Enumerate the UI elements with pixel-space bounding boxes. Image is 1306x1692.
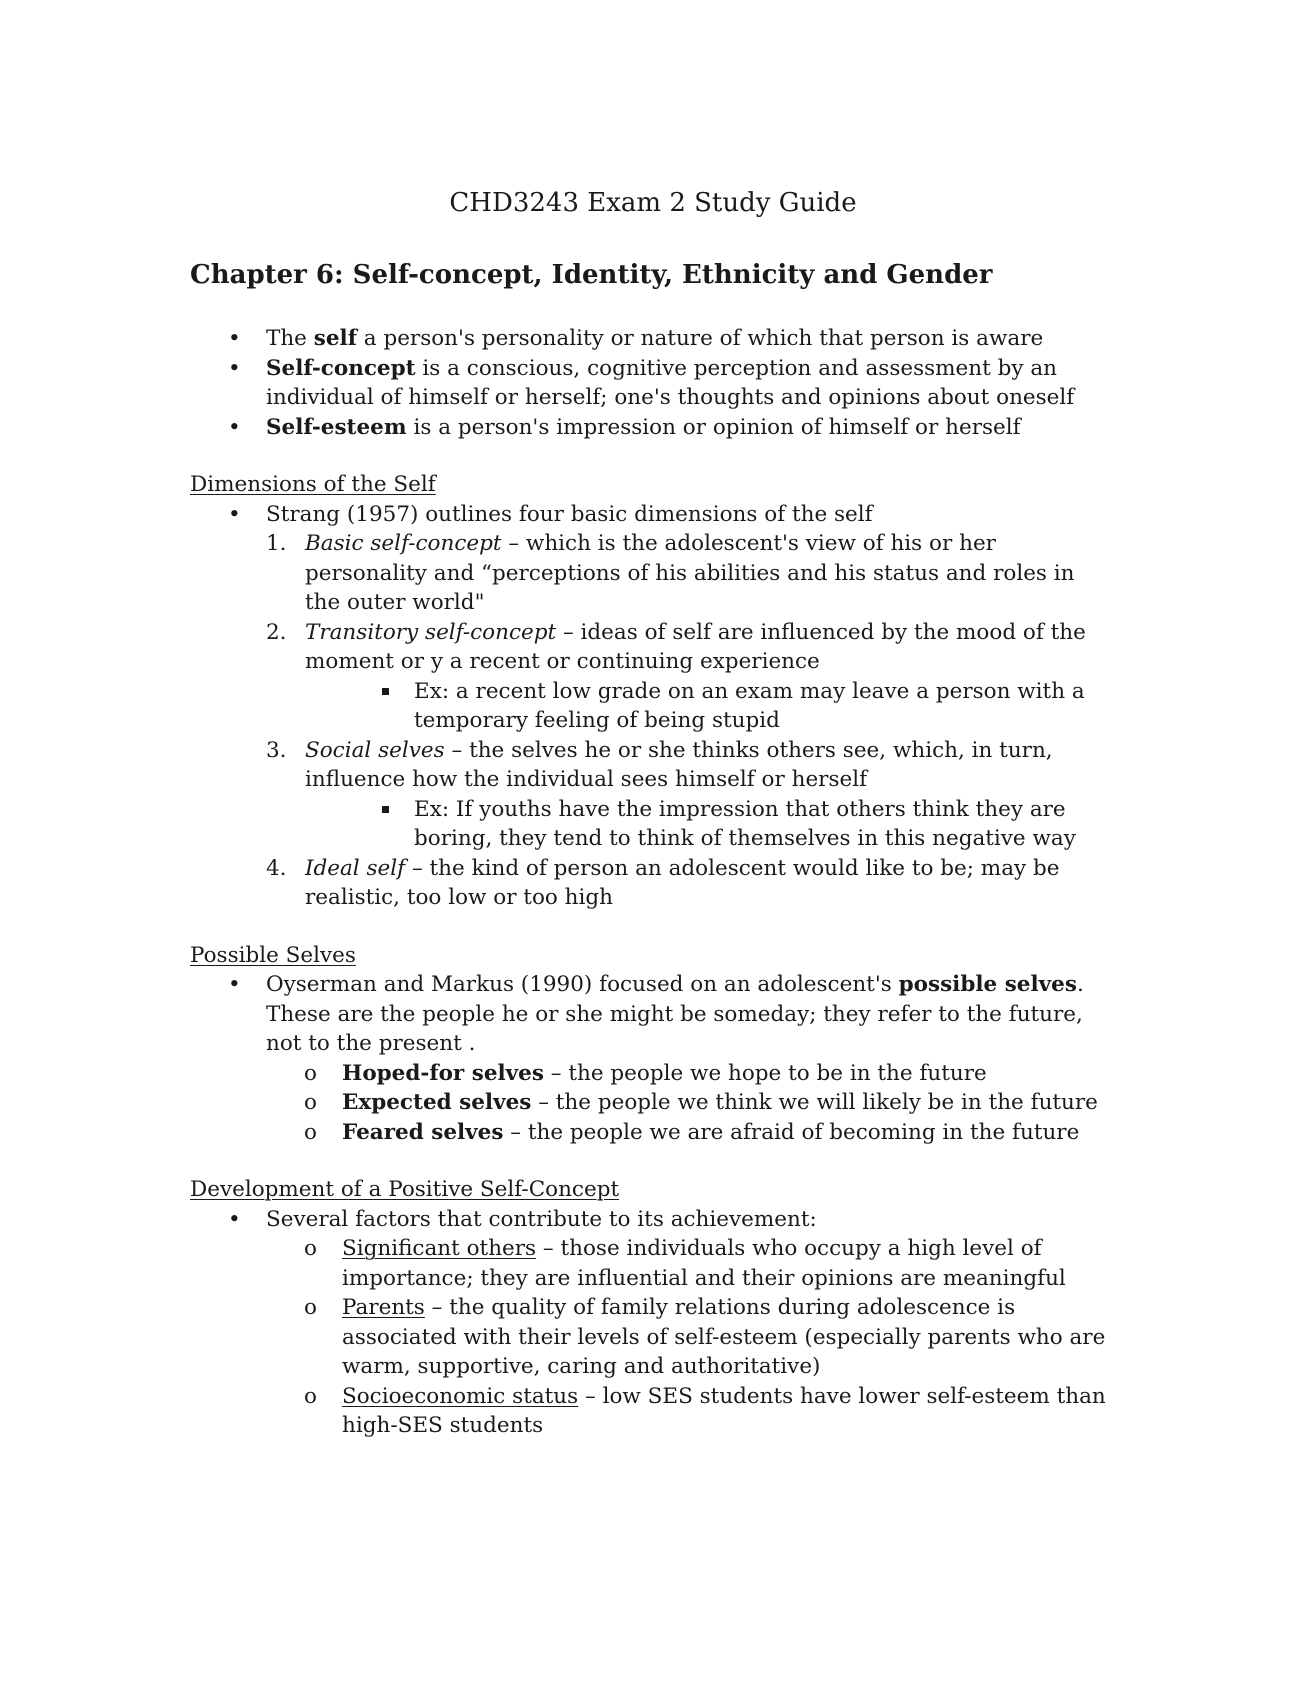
definition-prefix: The bbox=[266, 326, 314, 351]
example-list bbox=[190, 677, 1110, 736]
document-title: CHD3243 Exam 2 Study Guide bbox=[449, 188, 857, 218]
dimensions-intro bbox=[190, 500, 1110, 530]
dimension-term: Basic self-concept bbox=[305, 531, 502, 556]
definition-term: Self-concept bbox=[266, 355, 416, 381]
item-number: 2. bbox=[266, 619, 287, 645]
intro-text: Oyserman and Markus (1990) focused on an adolescent's bbox=[266, 972, 899, 997]
definition-item-self-esteem bbox=[190, 413, 1110, 443]
item-number: 1. bbox=[266, 531, 287, 556]
section-heading-possible-selves: Possible Selves bbox=[190, 942, 356, 968]
possible-self-item bbox=[190, 1088, 1110, 1118]
factor-text: – the quality of family relations during adolescence is associated with their levels of self-esteem (especially parents who are warm, supportive, caring and authoritative) bbox=[342, 1295, 1106, 1379]
definitions-list bbox=[190, 324, 1110, 442]
example-list bbox=[190, 795, 1110, 854]
definition-text: is a person's impression or opinion of himself or herself bbox=[406, 414, 1021, 440]
dimension-term: Social selves bbox=[305, 737, 445, 763]
document-body bbox=[190, 324, 1110, 1441]
dimension-text: – ideas of self are influenced by the mood of the moment or y a recent or continuing experience bbox=[305, 619, 1086, 674]
factor-term: Socioeconomic status bbox=[342, 1383, 579, 1409]
dimension-item-1 bbox=[190, 529, 1110, 618]
factor-term: Significant others bbox=[342, 1236, 537, 1261]
dimension-item-4 bbox=[190, 854, 1110, 913]
dimensions-numbered-list-cont bbox=[190, 736, 1110, 795]
possible-selves-intro bbox=[190, 970, 1110, 1059]
definition-item-self-concept bbox=[190, 354, 1110, 413]
section-heading-dimensions: Dimensions of the Self bbox=[190, 472, 436, 497]
development-intro bbox=[190, 1205, 1110, 1235]
possible-self-item bbox=[190, 1059, 1110, 1089]
possible-self-term: Feared selves bbox=[342, 1119, 504, 1145]
factor-item bbox=[190, 1293, 1110, 1382]
factor-term: Parents bbox=[342, 1295, 425, 1320]
possible-self-text: – the people we hope to be in the future bbox=[543, 1060, 987, 1086]
dimension-text: – the selves he or she thinks others see, which, in turn, influence how the individual sees himself or herself bbox=[305, 737, 1053, 792]
possible-self-text: – the people we think we will likely be in the future bbox=[531, 1090, 1098, 1115]
dimensions-list bbox=[190, 500, 1110, 530]
definition-term: Self-esteem bbox=[266, 414, 407, 440]
chapter-heading: Chapter 6: Self-concept, Identity, Ethnicity and Gender bbox=[190, 260, 993, 290]
possible-self-term: Expected selves bbox=[342, 1090, 532, 1115]
possible-self-text: – the people we are afraid of becoming in the future bbox=[503, 1119, 1080, 1145]
example-item: Ex: If youths have the impression that others think they are boring, they tend to think of themselves in this negative way bbox=[190, 795, 1110, 854]
dimension-term: Transitory self-concept bbox=[305, 619, 557, 645]
factor-text: – those individuals who occupy a high level of importance; they are influential and their opinions are meaningful bbox=[342, 1236, 1066, 1291]
definition-item-self bbox=[190, 324, 1110, 354]
section-heading-development: Development of a Positive Self-Concept bbox=[190, 1177, 620, 1202]
possible-self-item bbox=[190, 1118, 1110, 1148]
factor-text: – low SES students have lower self-esteem than high-SES students bbox=[342, 1383, 1106, 1438]
definition-text: a person's personality or nature of which that person is aware bbox=[356, 326, 1044, 351]
dimensions-intro-text: Strang (1957) outlines four basic dimensions of the self bbox=[266, 501, 873, 527]
definition-term: self bbox=[313, 326, 357, 351]
intro-term: possible selves bbox=[898, 972, 1077, 997]
intro-text: . These are the people he or she might be someday; they refer to the future, not to the present . bbox=[266, 972, 1084, 1056]
dimension-term: Ideal self bbox=[305, 855, 406, 881]
development-intro-text: Several factors that contribute to its achievement: bbox=[266, 1206, 817, 1232]
dimension-item-3 bbox=[190, 736, 1110, 795]
dimensions-numbered-list bbox=[190, 529, 1110, 677]
item-number: 3. bbox=[266, 737, 287, 763]
dimensions-numbered-list-end bbox=[190, 854, 1110, 913]
development-sublist bbox=[190, 1234, 1110, 1441]
item-number: 4. bbox=[266, 855, 287, 881]
factor-item bbox=[190, 1234, 1110, 1293]
example-item: Ex: a recent low grade on an exam may leave a person with a temporary feeling of being stupid bbox=[190, 677, 1110, 736]
possible-selves-list bbox=[190, 970, 1110, 1059]
possible-self-term: Hoped-for selves bbox=[342, 1060, 544, 1086]
dimension-item-2 bbox=[190, 618, 1110, 677]
factor-item bbox=[190, 1382, 1110, 1441]
development-list bbox=[190, 1205, 1110, 1235]
dimension-text: – the kind of person an adolescent would like to be; may be realistic, too low or too high bbox=[305, 855, 1060, 910]
definition-text: is a conscious, cognitive perception and assessment by an individual of himself or herself; one's thoughts and opinions about oneself bbox=[266, 355, 1075, 410]
dimension-text: – which is the adolescent's view of his or her personality and “perceptions of his abilities and his status and roles in the outer world" bbox=[305, 531, 1075, 615]
possible-selves-sublist bbox=[190, 1059, 1110, 1148]
